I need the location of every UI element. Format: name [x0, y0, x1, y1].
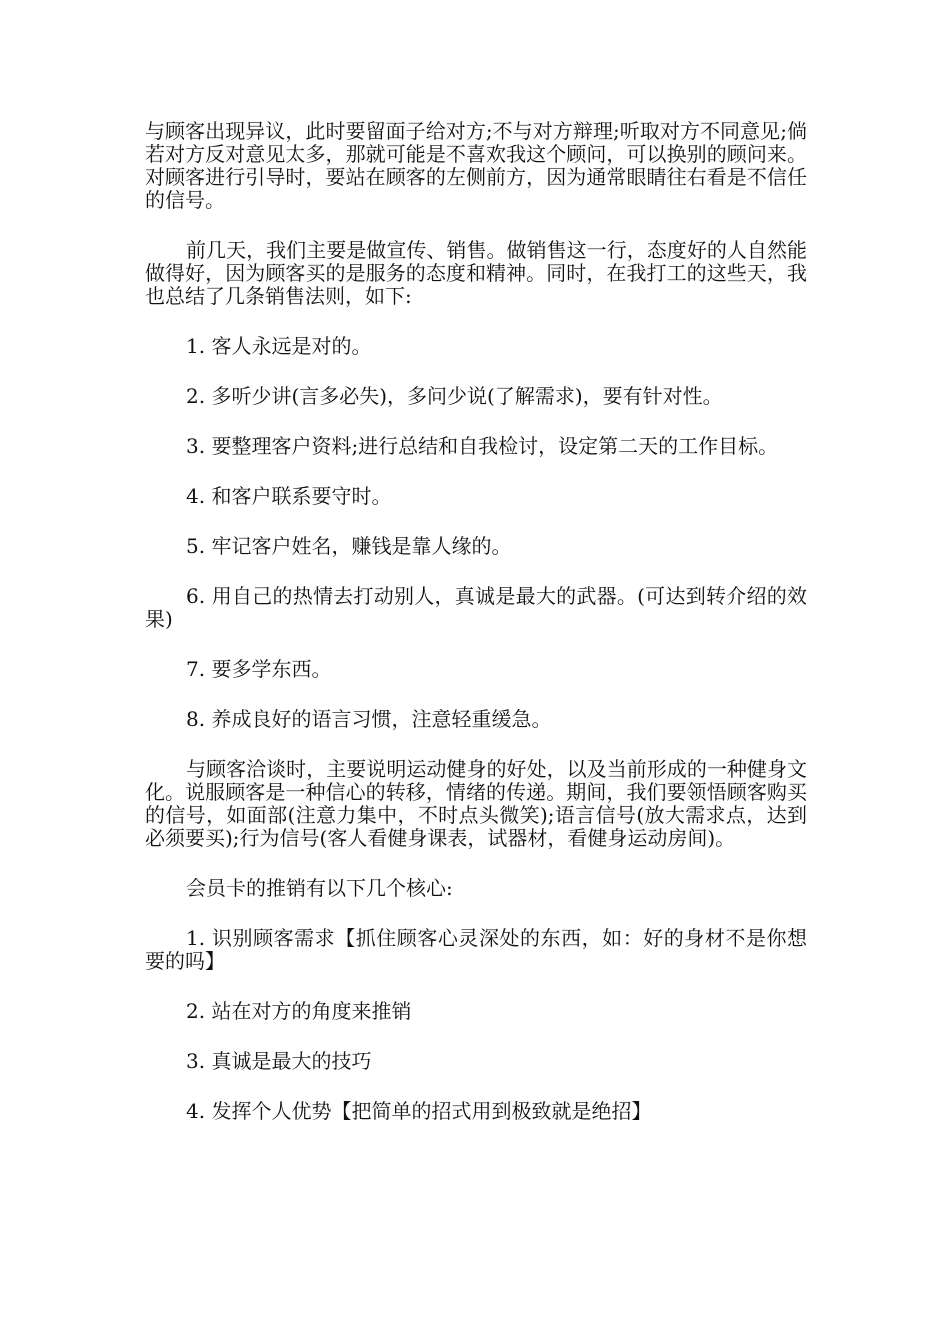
list-item-core-4: 4. 发挥个人优势【把简单的招式用到极致就是绝招】	[186, 1099, 652, 1123]
list-item-rule-6: 6. 用自己的热情去打动别人，真诚是最大的武器。(可达到转介绍的效果)	[145, 584, 807, 631]
list-item-rule-1: 1. 客人永远是对的。	[186, 334, 372, 358]
list-item-core-1: 1. 识别顾客需求【抓住顾客心灵深处的东西，如：好的身材不是你想要的吗】	[145, 926, 807, 973]
list-item-core-3: 3. 真诚是最大的技巧	[186, 1049, 372, 1073]
list-item-rule-5: 5. 牢记客户姓名，赚钱是靠人缘的。	[186, 534, 512, 558]
paragraph-sales-intro: 前几天，我们主要是做宣传、销售。做销售这一行，态度好的人自然能做得好，因为顾客买的是服务的态度和精神。同时，在我打工的这些天，我也总结了几条销售法则，如下:	[145, 238, 807, 308]
list-item-rule-7: 7. 要多学东西。	[186, 657, 332, 681]
paragraph-objections: 与顾客出现异议，此时要留面子给对方;不与对方辩理;听取对方不同意见;倘若对方反对意见太多，那就可能是不喜欢我这个顾问，可以换别的顾问来。对顾客进行引导时，要站在顾客的左侧前方，因为通常眼睛往右看是不信任的信号。	[145, 119, 807, 212]
list-item-core-2: 2. 站在对方的角度来推销	[186, 999, 412, 1023]
document-body	[145, 120, 807, 1150]
list-item-rule-4: 4. 和客户联系要守时。	[186, 484, 392, 508]
list-item-rule-2: 2. 多听少讲(言多必失)，多问少说(了解需求)，要有针对性。	[186, 384, 723, 408]
list-item-rule-8: 8. 养成良好的语言习惯，注意轻重缓急。	[186, 707, 552, 731]
paragraph-negotiation: 与顾客洽谈时，主要说明运动健身的好处，以及当前形成的一种健身文化。说服顾客是一种信心的转移，情绪的传递。期间，我们要领悟顾客购买的信号，如面部(注意力集中，不时点头微笑);语言信号(放大需求点，达到必须要买);行为信号(客人看健身课表，试器材，看健身运动房间)。	[145, 757, 807, 850]
list-item-rule-3: 3. 要整理客户资料;进行总结和自我检讨，设定第二天的工作目标。	[186, 434, 779, 458]
paragraph-card-core-intro: 会员卡的推销有以下几个核心:	[186, 876, 453, 900]
